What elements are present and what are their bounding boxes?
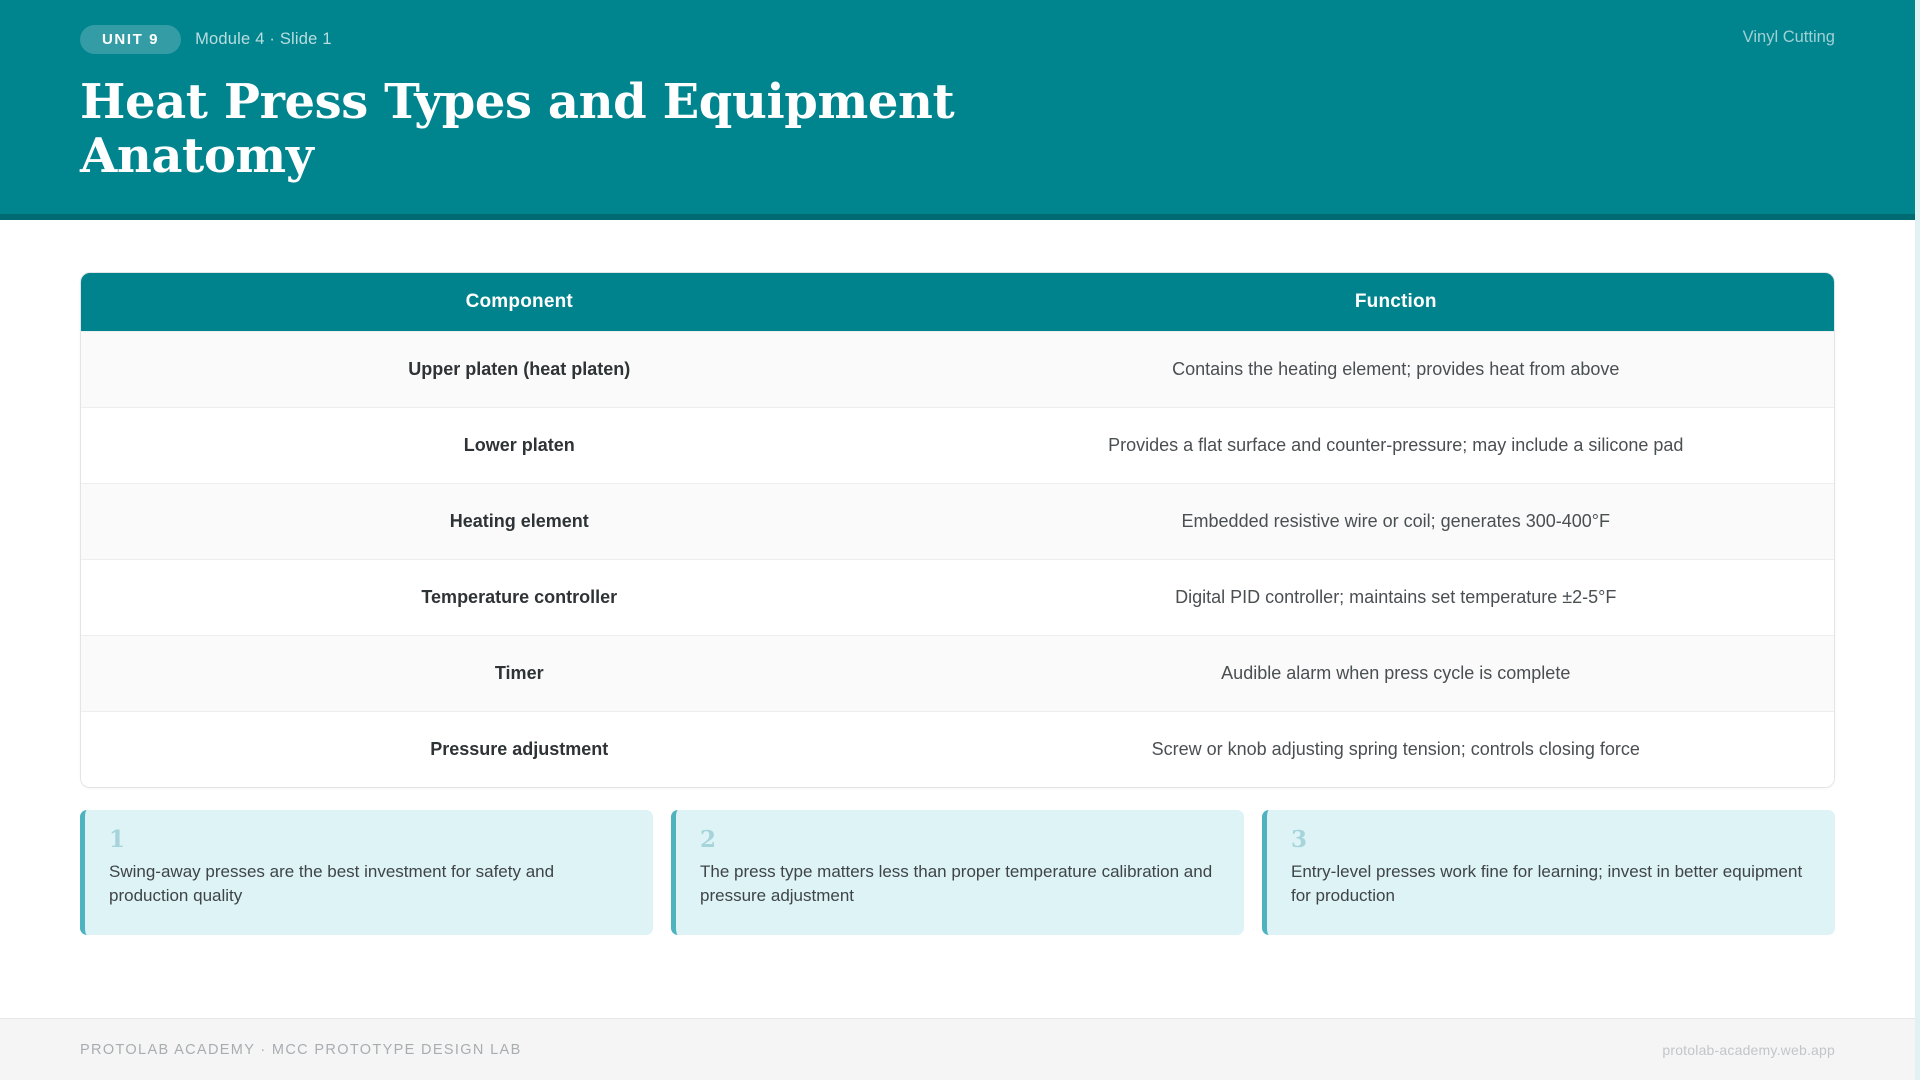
slide-main [0, 220, 1915, 1019]
callout-number: 3 [1291, 826, 1308, 853]
module-slide-label: Module 4 · Slide 1 [195, 29, 332, 48]
table-row [81, 711, 1834, 787]
unit-badge: UNIT 9 [80, 25, 181, 54]
cell-component: Timer [81, 635, 958, 711]
table-row [81, 635, 1834, 711]
callout-card-2 [671, 810, 1244, 935]
footer-url: protolab-academy.web.app [1662, 1041, 1835, 1058]
table-row [81, 483, 1834, 559]
callout-text: The press type matters less than proper temperature calibration and pressure adjustment [700, 862, 1213, 906]
cell-function: Embedded resistive wire or coil; generates 300-400°F [958, 483, 1835, 559]
cell-component: Heating element [81, 483, 958, 559]
header-eyebrow-row [80, 22, 1835, 56]
callout-number: 1 [109, 826, 126, 853]
table-row [81, 559, 1834, 635]
component-table [81, 273, 1834, 788]
page-title: Heat Press Types and Equipment Anatomy [80, 74, 955, 184]
footer-organization: PROTOLAB ACADEMY · MCC PROTOTYPE DESIGN LAB [80, 1041, 522, 1058]
track-label: Vinyl Cutting [1742, 28, 1835, 46]
slide-header [0, 0, 1915, 220]
table-body [81, 331, 1834, 787]
slide-footer [0, 1018, 1915, 1080]
callout-card-1 [80, 810, 653, 935]
table-row [81, 407, 1834, 483]
cell-function: Provides a flat surface and counter-pressure; may include a silicone pad [958, 407, 1835, 483]
cell-function: Screw or knob adjusting spring tension; controls closing force [958, 711, 1835, 787]
callout-number: 2 [700, 826, 717, 853]
callout-text: Entry-level presses work fine for learning; invest in better equipment for production [1291, 862, 1803, 906]
callout-text: Swing-away presses are the best investment for safety and production quality [109, 862, 555, 906]
table-head [81, 273, 1834, 332]
cell-component: Pressure adjustment [81, 711, 958, 787]
cell-function: Audible alarm when press cycle is complete [958, 635, 1835, 711]
table-row [81, 331, 1834, 407]
cell-component: Lower platen [81, 407, 958, 483]
cell-component: Upper platen (heat platen) [81, 331, 958, 407]
column-header-component: Component [81, 273, 958, 332]
cell-component: Temperature controller [81, 559, 958, 635]
cell-function: Digital PID controller; maintains set temperature ±2-5°F [958, 559, 1835, 635]
callout-card-3 [1262, 810, 1835, 935]
cell-function: Contains the heating element; provides heat from above [958, 331, 1835, 407]
callout-list [80, 810, 1835, 935]
component-table-card [80, 272, 1835, 789]
table-header-row [81, 273, 1834, 332]
column-header-function: Function [958, 273, 1835, 332]
